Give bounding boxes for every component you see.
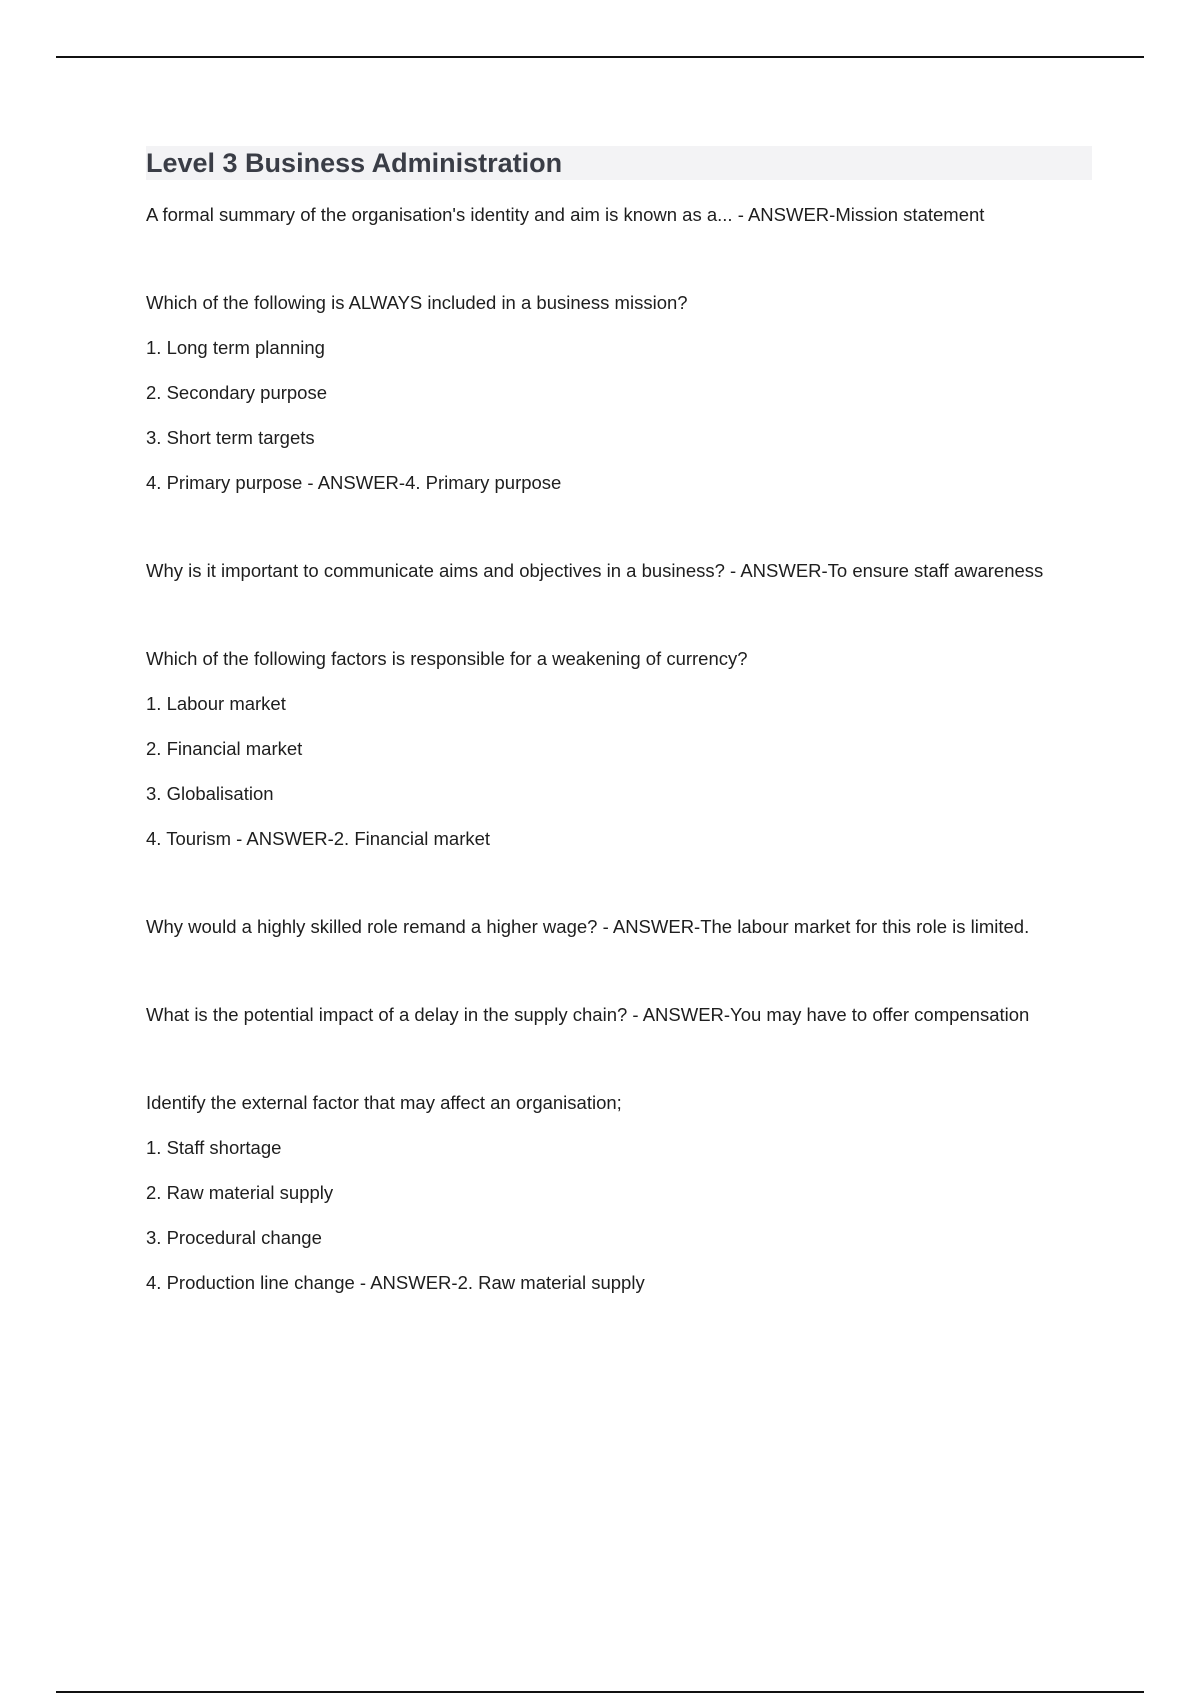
option-line: 2. Raw material supply [146,1182,334,1203]
option-answer-line: 4. Production line change - ANSWER-2. Raw material supply [146,1272,645,1293]
qa-entry-6 [146,1000,1092,1030]
qa-line: What is the potential impact of a delay in the supply chain? - ANSWER-You may have to offer compensation [146,1004,1030,1025]
bottom-rule [56,1691,1144,1693]
qa-entry-7 [146,1088,1092,1298]
qa-entry-5 [146,912,1092,942]
option-line: 3. Globalisation [146,783,274,804]
option-answer-line: 4. Primary purpose - ANSWER-4. Primary purpose [146,472,562,493]
qa-entry-1 [146,200,1092,230]
question-line: Identify the external factor that may affect an organisation; [146,1092,622,1113]
option-line: 1. Long term planning [146,337,325,358]
qa-entry-2 [146,288,1092,498]
title-bar [146,146,1092,180]
top-rule [56,56,1144,58]
qa-entry-4 [146,644,1092,854]
qa-line: A formal summary of the organisation's identity and aim is known as a... - ANSWER-Mission statement [146,204,985,225]
option-line: 2. Financial market [146,738,303,759]
qa-line: Why would a highly skilled role remand a higher wage? - ANSWER-The labour market for this role is limited. [146,916,1030,937]
option-line: 1. Staff shortage [146,1137,282,1158]
option-line: 2. Secondary purpose [146,382,328,403]
option-line: 1. Labour market [146,693,286,714]
option-answer-line: 4. Tourism - ANSWER-2. Financial market [146,828,491,849]
qa-line: Why is it important to communicate aims and objectives in a business? - ANSWER-To ensure staff awareness [146,560,1044,581]
qa-entry-3 [146,556,1092,586]
option-line: 3. Short term targets [146,427,315,448]
document-title: Level 3 Business Administration [146,148,563,178]
question-line: Which of the following is ALWAYS included in a business mission? [146,292,688,313]
document-body [146,146,1092,1356]
option-line: 3. Procedural change [146,1227,322,1248]
question-line: Which of the following factors is responsible for a weakening of currency? [146,648,748,669]
